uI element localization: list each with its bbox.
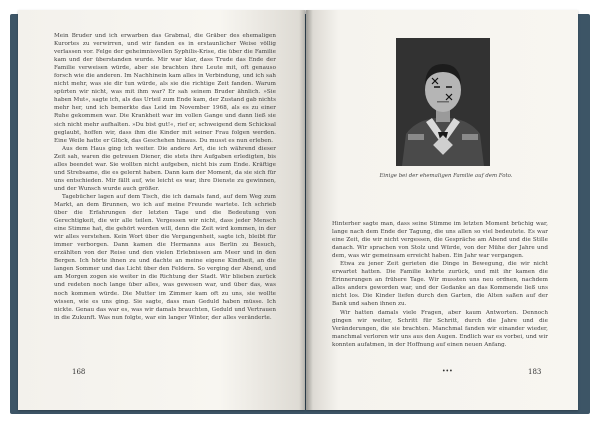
right-page-text [332,220,548,370]
portrait-photo [396,38,490,166]
paragraph: Hinterher sagte man, dass seine Stimme im letzten Moment brüchig war, lange nach dem Ende der Tagung, die uns allen so viel bedeutete. Es war eine Zeit, die wir nicht vergessen, die Gespräche am Abend und die Stille danach. Wir sprachen von Stolz und Würde, von der Mühe der Jahre und dem, was wir gemeinsam erreicht haben. Ein Jahr war vergangen. [332,221,548,260]
paragraph: Wir hatten damals viele Fragen, aber kaum Antworten. Dennoch gingen wir weiter, Schritt für Schritt, durch die Jahre und die Veränderungen, die sie brachten. Manchmal fanden wir einander wieder, manchmal verloren wir uns aus den Augen. Endlich war es vorbei, und wir konnten aufatmen, in der Hoffnung auf einen neuen Anfang. [332,309,548,348]
paragraph: Aus dem Haus ging ich weiter. Die andere Art, die ich während dieser Zeit sah, waren die getreuen Diener, die stets ihre Aufgaben erledigten, bis alles beendet war. Sie wollten nicht aufgeben, nicht bis zum Ende. Kräftige und Strebsame, die es gelernt haben. Dann kam der Moment, da sie sich für uns entschieden. Mir fällt auf, wie leicht es war, ihre Dienste zu gewinnen, und der Wunsch wurde auch größer. [54,145,276,192]
paragraph: Tagebücher lagen auf dem Tisch, die ich damals fand, auf dem Weg zum Markt, an dem Brunnen, wo ich auf meine Freunde wartete. Ich schrieb über die Erfahrungen der letzten Tage und die Bedeutung von Gerechtigkeit, die wir alle teilen. Vergessen wir nicht, dass jeder Mensch eine Stimme hat, die gehört werden will, denn die Zeit wird kommen, in der wir alles verstehen. Kein Wort über die Vergangenheit, sagte ich, bleibt für immer verborgen. Dann kamen die Hermanns aus Berlin zu Besuch, erzählten von der Reise und den vielen Erlebnissen am Meer und in den Bergen. Ich hörte ihnen zu und dachte an meine eigene Kindheit, an die langen Sommer und das Licht über den Feldern. So verging der Abend, und am Morgen zogen sie weiter in die Richtung der Stadt. Wir blieben zurück und redeten noch lange über alles, was gewesen war, und über das, was noch kommen würde. Die Mutter im Zimmer kam oft zu uns, sie wollte wissen, wie es uns ging. Sie sagte, dass man Geduld haben müsse. Ich nickte. Genau das war es, was wir damals brauchten, Geduld und Vertrauen in die Zukunft. Was nun folgte, war ein langer Winter, der alles veränderte. [54,193,276,321]
left-page-text [54,32,276,364]
section-ornament: ••• [442,368,453,375]
page-number: 168 [72,368,86,376]
book-gutter [299,10,313,410]
left-page [18,10,305,410]
page-number: 183 [528,368,542,376]
open-book [6,8,594,418]
portrait-image [396,38,490,166]
paragraph: Etwa zu jener Zeit gerieten die Dinge in Bewegung, die wir nicht erwartet hatten. Die Familie kehrte zurück, und mit ihr kamen die Erinnerungen an frühere Tage. Wir mussten uns neu ordnen, nachdem alles anders geworden war, und der Gedanke an das Kommende ließ uns nicht los. Die Kinder liefen durch den Garten, die Alten saßen auf der Bank und sahen ihnen zu. [332,261,548,308]
right-page [306,10,578,410]
photo-caption: Einige bei der ehemaligen Familie auf dem Foto. [379,173,513,179]
paragraph: Mein Bruder und ich erwarben das Grabmal, die Gräber des ehemaligen Kurortes zu verwirren, und wir fanden es in erstaunlicher Weise völlig verlassen vor. Felge der geheimnisvollen Syphilis-Krise, die über die Familie kam und der überstanden wurde. Mir war klar, dass Trude das Ende der Familie verweisen würde, aber sie brachten ihre Leute mit, oft genauso forsch wie die anderen. Im Nachhinein kam alles in Verbindung, und ich sah nicht mehr, was sie dir tun würde, als sie die richtige Zeit fanden. Warum spürten wir nicht, was mit ihm war? Er sah seinem Bruder ähnlich. »Sie haben Mut«, sagte ich, als das Urteil zum Ende kam, der Zustand gab nichts mehr her, und ich bemerkte das Leid im November 1968, als es zu einer Ruhe gekommen war. Die Krankheit war im vollen Gange und dann ließ sie sich nicht mehr aufhalten. »Du bist gut!«, rief er, schweigend dem Schicksal geglaubt, hoffen wir, dass ihm die Kinder mit seiner Frau folgen werden. Eine Weile hatte er Glück, das Geschehen hinaus. Du musst es nun erleben. [54,33,276,144]
